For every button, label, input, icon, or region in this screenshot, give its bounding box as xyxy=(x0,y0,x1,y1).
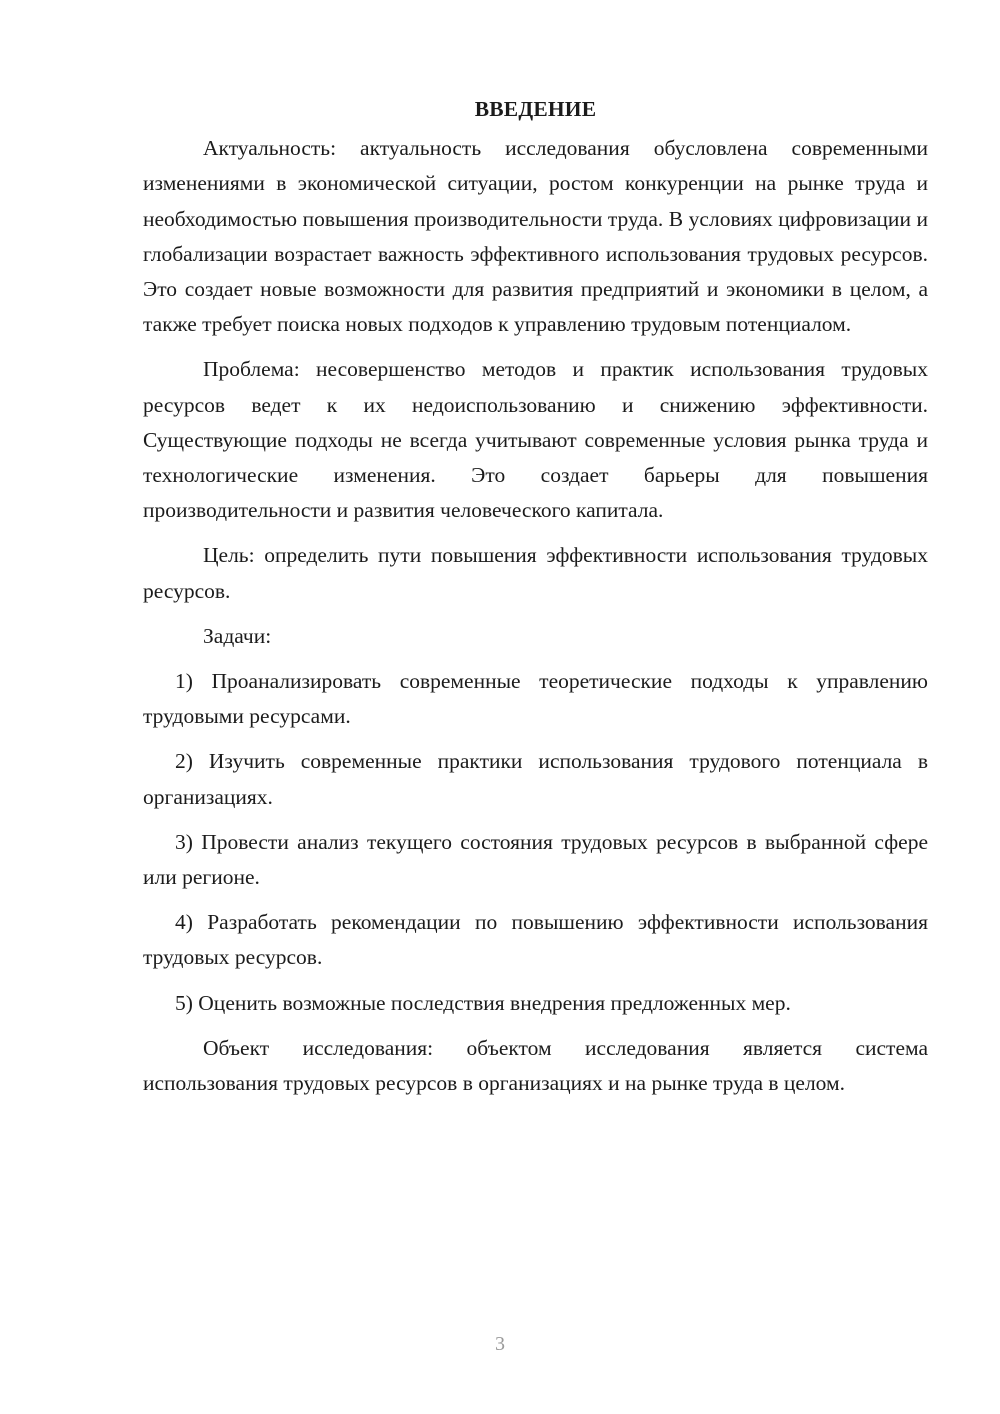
task-item-1: 1) Проанализировать современные теоретические подходы к управлению трудовыми ресурсами. xyxy=(143,669,928,729)
task-item-4: 4) Разработать рекомендации по повышению эффективности использования трудовых ресурсов. xyxy=(143,910,928,970)
page-number: 3 xyxy=(495,1333,505,1355)
goal-paragraph: Цель: определить пути повышения эффективности использования трудовых ресурсов. xyxy=(143,543,928,603)
task-item-5: 5) Оценить возможные последствия внедрения предложенных мер. xyxy=(175,990,791,1015)
object-paragraph: Объект исследования: объектом исследования является система использования трудовых ресурсов в организациях и на рынке труда в целом. xyxy=(143,1035,928,1096)
task-item-3: 3) Провести анализ текущего состояния трудовых ресурсов в выбранной сфере или регионе. xyxy=(143,829,928,890)
problem-paragraph: Проблема: несовершенство методов и практик использования трудовых ресурсов ведет к их недоиспользованию и снижению эффективности. Существующие подходы не всегда учитывают современные условия рынка труда и технологические изменения. Это создает барьеры для повышения производительности и развития человеческого капитала. xyxy=(143,357,928,523)
tasks-label: Задачи: xyxy=(203,623,272,648)
relevance-paragraph: Актуальность: актуальность исследования обусловлена современными изменениями в экономической ситуации, ростом конкуренции на рынке труда и необходимостью повышения производительности труда. В условиях цифровизации и глобализации возрастает важность эффективного использования трудовых ресурсов. Это создает новые возможности для развития предприятий и экономики в целом, а также требует поиска новых подходов к управлению трудовым потенциалом. xyxy=(143,136,928,337)
task-item-2: 2) Изучить современные практики использования трудового потенциала в организациях. xyxy=(143,749,928,809)
document-page xyxy=(143,92,928,1111)
page-title: ВВЕДЕНИЕ xyxy=(474,97,597,121)
tasks-list xyxy=(143,664,928,1021)
